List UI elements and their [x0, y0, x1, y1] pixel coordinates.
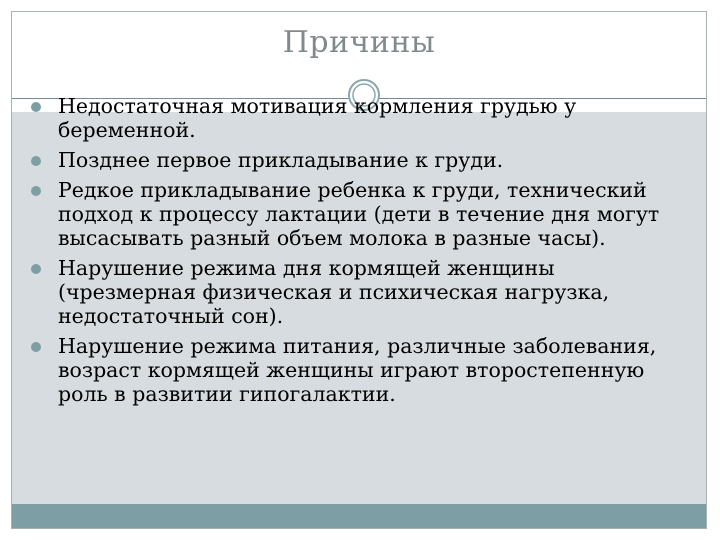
bullet-list	[29, 94, 697, 412]
bullet-item	[29, 178, 697, 250]
slide-frame	[11, 11, 707, 529]
bullet-text: Недостаточная мотивация кормления грудью у беременной.	[58, 94, 577, 142]
filled-circle-bullet-icon	[31, 102, 41, 112]
filled-circle-bullet-icon	[31, 342, 41, 352]
bullet-text: Нарушение режима питания, различные заболевания, возраст кормящей женщины играют второстепенную роль в развитии гипогалактии.	[58, 334, 657, 406]
bottom-accent-band	[12, 504, 706, 528]
bullet-text: Позднее первое прикладывание к груди.	[58, 148, 504, 172]
filled-circle-bullet-icon	[31, 156, 41, 166]
bullet-item	[29, 256, 697, 328]
bullet-item	[29, 148, 697, 172]
slide-title: Причины	[282, 25, 436, 60]
title-area	[12, 12, 706, 87]
filled-circle-bullet-icon	[31, 264, 41, 274]
bullet-item	[29, 94, 697, 142]
bullet-item	[29, 334, 697, 406]
filled-circle-bullet-icon	[31, 186, 41, 196]
bullet-text: Редкое прикладывание ребенка к груди, технический подход к процессу лактации (дети в течение дня могут высасывать разный объем молока в разные часы).	[58, 178, 660, 250]
bullet-text: Нарушение режима дня кормящей женщины (чрезмерная физическая и психическая нагрузка, недостаточный сон).	[58, 256, 610, 328]
